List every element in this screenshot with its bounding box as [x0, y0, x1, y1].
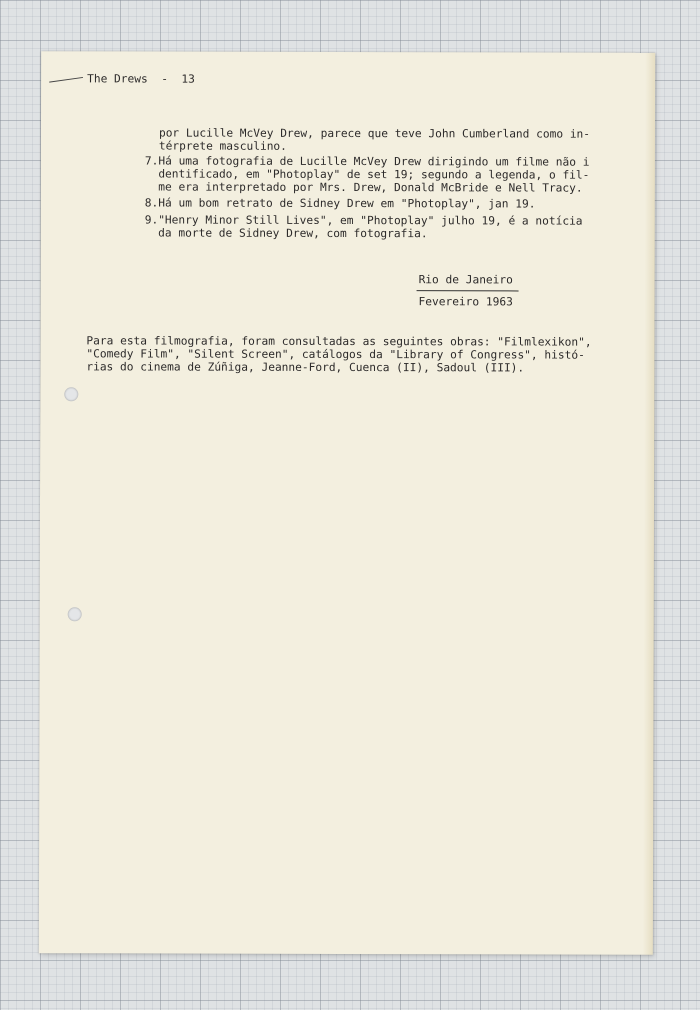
- note-9-line-1: 9."Henry Minor Still Lives", em "Photoplay" julho 19, é a notícia: [144, 213, 583, 228]
- note-7-line-1: 7.Há uma fotografia de Lucille McVey Drew dirigindo um filme não i: [144, 154, 590, 169]
- signature-date: Fevereiro 1963: [418, 295, 513, 309]
- page-header: The Drews - 13: [87, 72, 195, 86]
- signature-rule: [417, 290, 519, 291]
- typed-sheet: [39, 51, 655, 955]
- paper-edge-stain: [643, 53, 655, 955]
- note-6-line-1: por Lucille McVey Drew, parece que teve John Cumberland como in-: [158, 126, 591, 141]
- sources-line-2: "Comedy Film", "Silent Screen", catálogos da "Library of Congress", histó-: [86, 347, 585, 362]
- punch-hole-bottom: [68, 607, 82, 621]
- signature-place: Rio de Janeiro: [418, 273, 513, 287]
- note-7-line-3: me era interpretado por Mrs. Drew, Donald McBride e Nell Tracy.: [144, 180, 583, 195]
- sources-line-3: rias do cinema de Zúñiga, Jeanne-Ford, Cuenca (II), Sadoul (III).: [86, 360, 525, 375]
- note-8-line-1: 8.Há um bom retrato de Sidney Drew em "Photoplay", jan 19.: [144, 196, 536, 211]
- note-9-line-2: da morte de Sidney Drew, com fotografia.: [144, 226, 428, 241]
- note-6-line-2: térprete masculino.: [158, 139, 287, 153]
- punch-hole-top: [64, 387, 78, 401]
- pen-mark: [49, 77, 83, 83]
- note-7-line-2: dentificado, em "Photoplay" de set 19; segundo a legenda, o fil-: [144, 167, 590, 182]
- sources-line-1: Para esta filmografia, foram consultadas as seguintes obras: "Filmlexikon",: [86, 334, 592, 349]
